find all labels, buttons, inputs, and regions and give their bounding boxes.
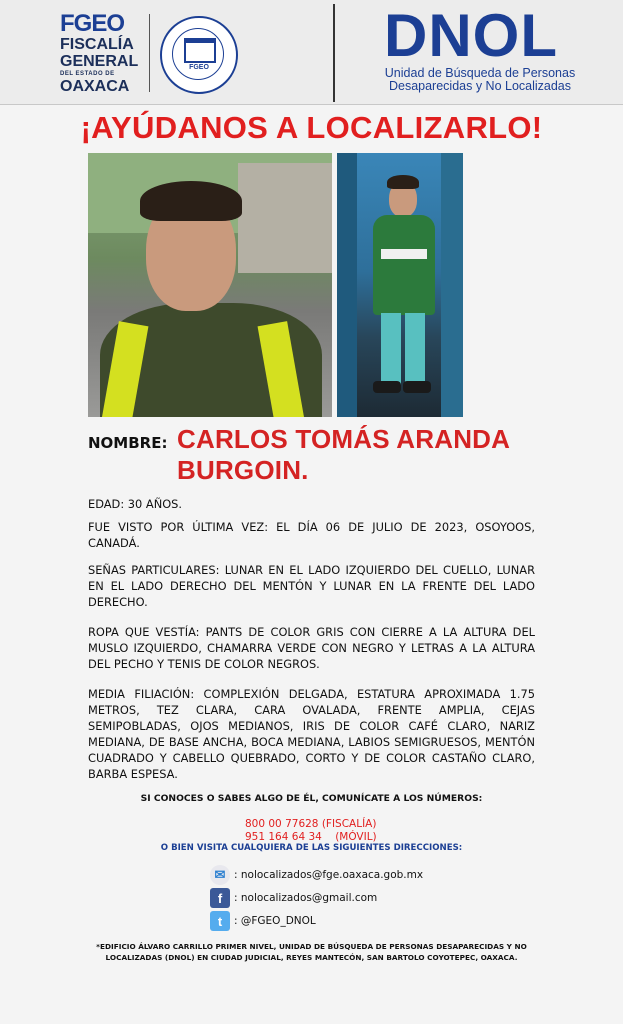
phone-fiscalia[interactable]: 800 00 77628	[245, 818, 319, 830]
ropa-text: ROPA QUE VESTÍA: PANTS DE COLOR GRIS CON CIERRE A LA ALTURA DEL MUSLO IZQUIERDO, CHAMARRA VERDE CON NEGRO Y LETRAS A LA ALTURA DEL PECHO Y TENIS DE COLOR NEGROS.	[88, 625, 535, 671]
messenger-icon: ✉	[210, 865, 230, 885]
media-filiacion-text: MEDIA FILIACIÓN: COMPLEXIÓN DELGADA, ESTATURA APROXIMADA 1.75 METROS, TEZ CLARA, CARA OVALADA, FRENTE AMPLIA, CEJAS SEMIPOBLADAS, OJOS MEDIANOS, IRIS DE COLOR CAFÉ CLARO, NARIZ MEDIANA, DE BASE ANCHA, BOCA MEDIANA, LABIOS SEMIGRUESOS, MENTÓN CUADRADO Y CABELLO QUEBRADO, CORTO Y DE COLOR CASTAÑO CLARO, BARBA ESPESA.	[88, 687, 535, 781]
fgeo-line-fiscalia: FISCALÍA	[60, 36, 134, 53]
headline: ¡AYÚDANOS A LOCALIZARLO!	[80, 110, 543, 145]
fgeo-line-general: GENERAL	[60, 53, 139, 70]
phone-fiscalia-label: (FISCALÍA)	[321, 818, 377, 830]
phone-movil-label: (MÓVIL)	[335, 831, 377, 843]
senas-text: SEÑAS PARTICULARES: LUNAR EN EL LADO IZQUIERDO DEL CUELLO, LUNAR EN EL LADO DERECHO DEL MENTÓN Y LUNAR EN LA FRENTE DEL LADO DERECHO.	[88, 563, 535, 609]
logo-separator	[149, 14, 150, 92]
dnol-logo: DNOL	[384, 2, 558, 69]
dnol-subtitle	[345, 67, 615, 93]
directions-text: O BIEN VISITA CUALQUIERA DE LAS SIGUIENTES DIRECCIONES:	[160, 843, 463, 853]
contact-intro: SI CONOCES O SABES ALGO DE ÉL, COMUNÍCATE A LOS NÚMEROS:	[140, 793, 483, 804]
twitter-text[interactable]: : @FGEO_DNOL	[234, 915, 316, 927]
phone-movil[interactable]: 951 164 64 34	[245, 831, 322, 843]
seal-label: FGEO	[189, 64, 209, 71]
twitter-row[interactable]	[210, 911, 316, 931]
facebook-text[interactable]: : nolocalizados@gmail.com	[234, 892, 378, 904]
fgeo-logo	[60, 12, 142, 95]
person-photo-full-body	[337, 153, 463, 417]
nombre-label: NOMBRE:	[88, 434, 168, 452]
facebook-icon: f	[210, 888, 230, 908]
email-text[interactable]: : nolocalizados@fge.oaxaca.gob.mx	[234, 869, 424, 881]
twitter-icon: t	[210, 911, 230, 931]
header-divider	[333, 4, 335, 102]
dnol-subtitle-line2: Desaparecidas y No Localizadas	[388, 79, 572, 93]
fgeo-line-estado: DEL ESTADO DE	[60, 71, 115, 77]
person-photo-portrait	[88, 153, 332, 417]
dnol-subtitle-line1: Unidad de Búsqueda de Personas	[384, 66, 576, 80]
fgeo-seal-icon	[160, 16, 238, 94]
edad-text: EDAD: 30 AÑOS.	[88, 497, 183, 511]
visto-text: FUE VISTO POR ÚLTIMA VEZ: EL DÍA 06 DE JULIO DE 2023, OSOYOOS, CANADÁ.	[88, 520, 535, 550]
footer-address: *EDIFICIO ÁLVARO CARRILLO PRIMER NIVEL, UNIDAD DE BÚSQUEDA DE PERSONAS DESAPARECIDAS Y NO LOCALIZADAS (DNOL) EN CIUDAD JUDICIAL, REYES MANTECÓN, SAN BARTOLO COYOTEPEC, OAXACA.	[96, 942, 527, 962]
phone-block	[245, 818, 445, 844]
email-row[interactable]	[210, 865, 423, 885]
fgeo-acronym: FGEO	[60, 10, 125, 37]
header-banner	[0, 0, 623, 105]
fgeo-line-oaxaca: OAXACA	[60, 78, 130, 95]
person-name: CARLOS TOMÁS ARANDA BURGOIN.	[177, 424, 510, 485]
facebook-row[interactable]	[210, 888, 377, 908]
